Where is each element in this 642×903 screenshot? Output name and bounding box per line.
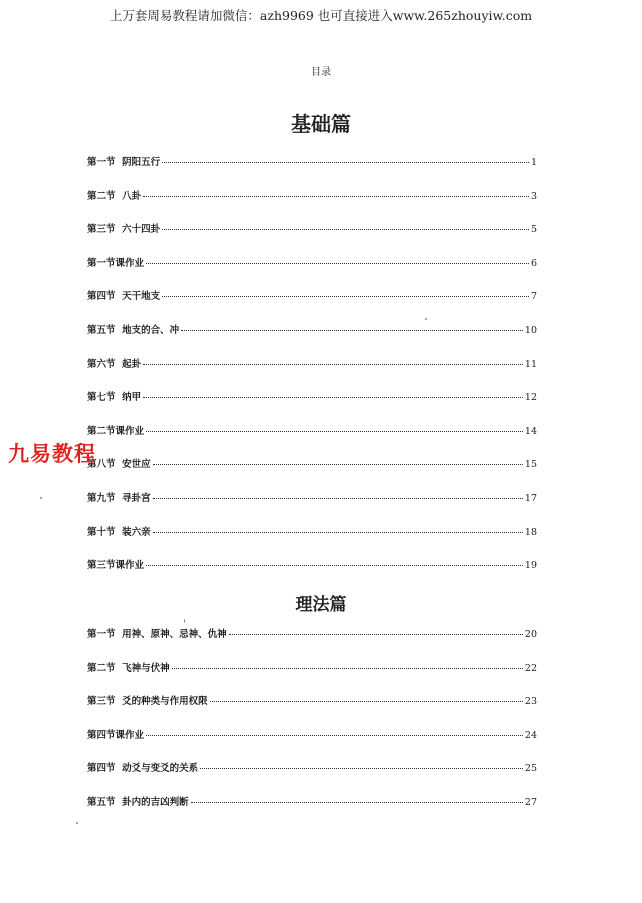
toc-page: 19 <box>524 560 537 572</box>
toc-section: 第二节 <box>87 190 123 202</box>
toc-title: 第二节课作业 <box>87 425 145 437</box>
toc-title: 纳甲 <box>122 392 142 404</box>
toc-section: 第一节 <box>87 629 123 640</box>
toc-section: 第三节 <box>87 696 123 708</box>
dot-leader <box>162 229 529 230</box>
toc-entry[interactable] <box>87 154 537 188</box>
toc-title: 起卦 <box>122 358 142 370</box>
toc-section: 第六节 <box>87 358 123 370</box>
dot-leader <box>153 464 523 465</box>
toc-title: 八卦 <box>122 190 142 202</box>
toc-page: 1 <box>530 157 537 168</box>
toc-entry[interactable] <box>87 356 537 390</box>
toc-page: 18 <box>524 526 537 538</box>
scan-speck <box>425 318 427 320</box>
dot-leader <box>172 668 523 669</box>
toc-page: 3 <box>530 190 537 202</box>
dot-leader <box>229 634 523 635</box>
dot-leader <box>162 296 529 297</box>
toc-title: 地支的合、冲 <box>122 324 180 336</box>
toc-title: 爻的种类与作用权限 <box>122 696 208 708</box>
toc-page: 5 <box>530 224 537 236</box>
dot-leader <box>153 498 523 499</box>
toc-title: 飞神与伏神 <box>122 662 170 674</box>
toc-section: 第七节 <box>87 392 123 404</box>
toc-page: 10 <box>524 324 537 336</box>
scan-speck <box>184 619 185 623</box>
toc-entry[interactable] <box>87 524 537 558</box>
toc-title: 装六亲 <box>122 526 151 538</box>
part-title-theory: 理法篇 <box>295 595 347 615</box>
toc-title: 安世应 <box>122 459 151 471</box>
dot-leader <box>162 162 529 163</box>
dot-leader <box>143 364 523 365</box>
toc-entry[interactable] <box>87 288 537 322</box>
dot-leader <box>143 196 529 197</box>
toc-title: 六十四卦 <box>122 224 161 236</box>
toc-page: 27 <box>524 796 537 808</box>
dot-leader <box>146 263 529 264</box>
toc-page: 15 <box>524 459 537 471</box>
toc-title: 动爻与变爻的关系 <box>122 763 199 775</box>
toc-entry[interactable] <box>87 693 537 727</box>
part-title-basics: 基础篇 <box>291 112 351 136</box>
dot-leader <box>181 330 523 331</box>
toc-page: 25 <box>524 763 537 775</box>
toc-page: 20 <box>524 629 537 640</box>
toc-section: 第四节 <box>87 291 123 303</box>
toc-entry[interactable] <box>87 626 537 660</box>
toc-entry[interactable] <box>87 423 537 457</box>
dot-leader <box>153 532 523 533</box>
toc-entry[interactable] <box>87 188 537 222</box>
toc-page: 17 <box>524 492 537 504</box>
toc-section: 第五节 <box>87 796 123 808</box>
watermark-text: 九易教程 <box>8 442 96 466</box>
toc-title: 用神、原神、忌神、仇神 <box>122 629 227 640</box>
toc-page: 14 <box>524 425 537 437</box>
toc-entry[interactable] <box>87 660 537 694</box>
dot-leader <box>210 701 523 702</box>
toc-page: 6 <box>530 257 537 269</box>
toc-page: 22 <box>524 662 537 674</box>
toc-entry[interactable] <box>87 727 537 761</box>
toc-entry[interactable] <box>87 456 537 490</box>
toc-section: 第十节 <box>87 526 123 538</box>
toc-title: 天干地支 <box>122 291 161 303</box>
toc-section: 第三节 <box>87 224 123 236</box>
dot-leader <box>146 565 523 566</box>
dot-leader <box>143 397 523 398</box>
toc-title: 第四节课作业 <box>87 729 145 741</box>
toc-heading: 目录 <box>311 67 331 78</box>
toc-entry[interactable] <box>87 760 537 794</box>
toc-entry[interactable] <box>87 557 537 591</box>
scan-speck <box>76 822 78 824</box>
toc-entry[interactable] <box>87 389 537 423</box>
toc-list-basics <box>87 154 537 591</box>
toc-entry[interactable] <box>87 490 537 524</box>
toc-section: 第二节 <box>87 662 123 674</box>
scan-speck <box>40 497 42 499</box>
toc-page: 12 <box>524 392 537 404</box>
dot-leader <box>146 431 523 432</box>
toc-entry[interactable] <box>87 322 537 356</box>
toc-section: 第一节 <box>87 157 123 168</box>
dot-leader <box>146 735 523 736</box>
toc-title: 第一节课作业 <box>87 257 145 269</box>
toc-list-theory <box>87 626 537 828</box>
header-banner: 上万套周易教程请加微信：azh9969 也可直接进入www.265zhouyiw.com <box>109 8 533 23</box>
toc-title: 寻卦宫 <box>122 492 151 504</box>
toc-entry[interactable] <box>87 221 537 255</box>
toc-entry[interactable] <box>87 255 537 289</box>
toc-title: 卦内的吉凶判断 <box>122 796 189 808</box>
toc-title: 第三节课作业 <box>87 560 145 572</box>
toc-section: 第五节 <box>87 324 123 336</box>
toc-page: 23 <box>524 696 537 708</box>
toc-section: 第八节 <box>87 459 123 471</box>
dot-leader <box>200 768 523 769</box>
toc-page: 7 <box>530 291 537 303</box>
toc-section: 第四节 <box>87 763 123 775</box>
toc-title: 阴阳五行 <box>122 157 161 168</box>
toc-section: 第九节 <box>87 492 123 504</box>
toc-entry[interactable] <box>87 794 537 828</box>
toc-page: 11 <box>524 358 537 370</box>
dot-leader <box>191 802 523 803</box>
toc-page: 24 <box>524 729 537 741</box>
